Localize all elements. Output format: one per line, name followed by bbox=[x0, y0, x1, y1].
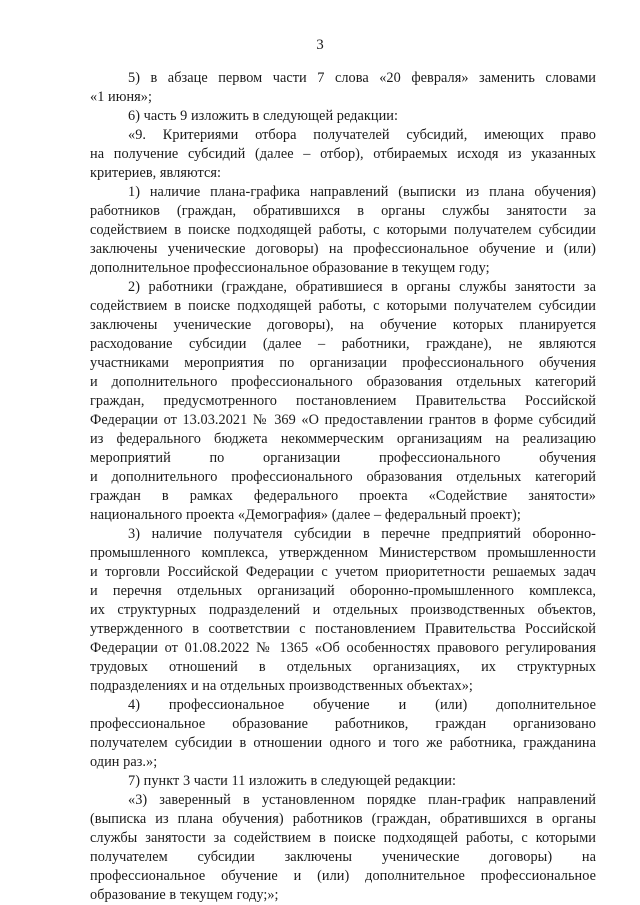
text-line: мероприятий по организации профессионального обучения bbox=[90, 450, 596, 466]
text-line: службы занятости за содействием в поиске подходящей работы, с которыми bbox=[90, 830, 596, 846]
text-line: 3) наличие получателя субсидии в перечне предприятий оборонно- bbox=[128, 526, 596, 542]
text-line: критериев, являются: bbox=[90, 165, 222, 181]
text-line: утвержденного в соответствии с постановлением Правительства Российской bbox=[90, 621, 596, 637]
document-body bbox=[90, 69, 596, 905]
text-line: и перечня отдельных организаций оборонно-промышленного комплекса, bbox=[90, 583, 596, 599]
text-line: промышленного комплекса, утвержденном Министерством промышленности bbox=[90, 545, 596, 561]
text-line: содействием в поиске подходящей работы, с которыми получателем субсидии bbox=[90, 298, 596, 314]
text-line: заключены ученические договоры), на обучение которых планируется bbox=[90, 317, 596, 333]
text-line: содействием в поиске подходящей работы, с которыми получателем субсидии bbox=[90, 222, 596, 238]
text-line: 7) пункт 3 части 11 изложить в следующей редакции: bbox=[128, 773, 456, 789]
text-line: «1 июня»; bbox=[90, 89, 153, 105]
text-line: и дополнительного профессионального образования отдельных категорий bbox=[90, 469, 596, 485]
text-line: трудовых отношений в отдельных организациях, их структурных bbox=[90, 659, 596, 675]
text-line: профессиональное обучение и (или) дополнительное профессиональное bbox=[90, 868, 596, 884]
text-line: из федерального бюджета некоммерческим организациям на реализацию bbox=[90, 431, 596, 447]
text-line: образование в текущем году;»; bbox=[90, 887, 279, 903]
text-line: получателем субсидии в отношении одного и того же работника, гражданина bbox=[90, 735, 596, 751]
text-line: (выписка из плана обучения) работников (граждан, обратившихся в органы bbox=[90, 811, 596, 827]
text-line: 1) наличие плана-графика направлений (выписки из плана обучения) bbox=[128, 184, 596, 200]
text-line: 5) в абзаце первом части 7 слова «20 февраля» заменить словами bbox=[128, 70, 596, 86]
page-number: 3 bbox=[316, 37, 324, 53]
text-line: подразделениях и на отдельных производственных объектах»; bbox=[90, 678, 473, 694]
text-line: участниками мероприятия по организации профессионального обучения bbox=[90, 355, 596, 371]
text-line: 2) работники (граждане, обратившиеся в органы службы занятости за bbox=[128, 279, 596, 295]
text-line: 6) часть 9 изложить в следующей редакции: bbox=[128, 108, 399, 124]
text-line: Федерации от 01.08.2022 № 1365 «Об особенностях правового регулирования bbox=[90, 640, 596, 656]
text-line: получателем субсидии заключены ученические договоры) на bbox=[90, 849, 596, 865]
text-line: заключены ученические договоры) на профессиональное обучение и (или) bbox=[90, 241, 596, 257]
text-line: 4) профессиональное обучение и (или) дополнительное bbox=[128, 697, 596, 713]
text-line: граждан, предусмотренного постановлением Правительства Российской bbox=[90, 393, 596, 409]
text-line: «9. Критериями отбора получателей субсидий, имеющих право bbox=[128, 127, 596, 143]
text-line: профессиональное образование работников, граждан организовано bbox=[90, 716, 596, 732]
text-line: Федерации от 13.03.2021 № 369 «О предоставлении грантов в форме субсидий bbox=[90, 412, 596, 428]
text-line: национального проекта «Демография» (далее – федеральный проект); bbox=[90, 507, 521, 523]
text-line: дополнительное профессиональное образование в текущем году; bbox=[90, 260, 490, 276]
text-line: расходование субсидии (далее – работники, граждане), не являются bbox=[90, 336, 596, 352]
text-line: работников (граждан, обратившихся в органы службы занятости за bbox=[90, 203, 596, 219]
text-line: на получение субсидий (далее – отбор), отбираемых исходя из указанных bbox=[90, 146, 596, 162]
text-line: один раз.»; bbox=[90, 754, 158, 770]
text-line: «3) заверенный в установленном порядке план-график направлений bbox=[128, 792, 596, 808]
text-line: их структурных подразделений и отдельных производственных объектов, bbox=[90, 602, 596, 618]
text-line: и дополнительного профессионального образования отдельных категорий bbox=[90, 374, 596, 390]
text-line: и торговли Российской Федерации с учетом приоритетности решаемых задач bbox=[90, 564, 596, 580]
text-line: граждан в рамках федерального проекта «Содействие занятости» bbox=[90, 488, 596, 504]
